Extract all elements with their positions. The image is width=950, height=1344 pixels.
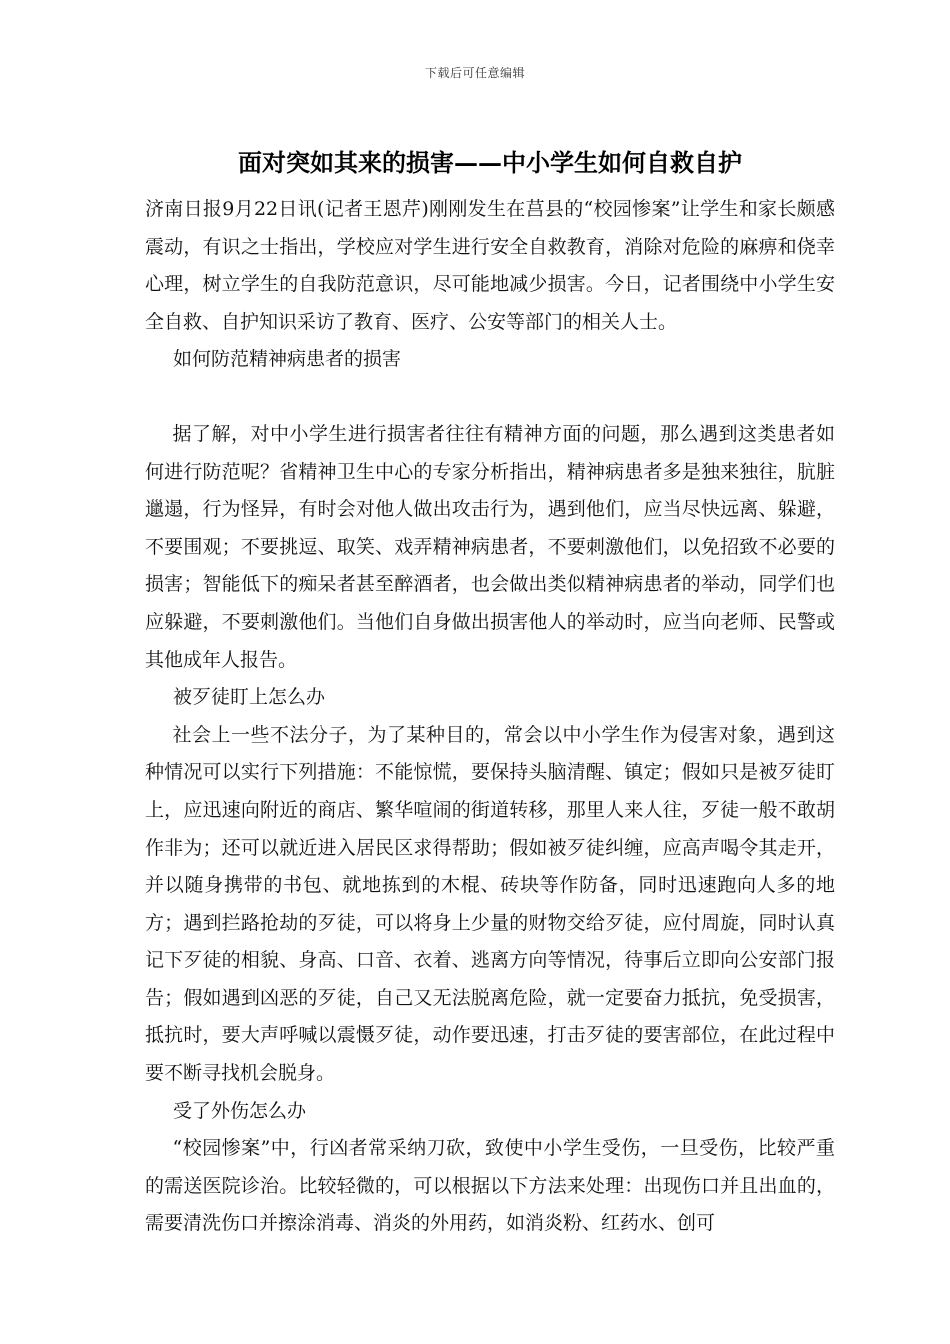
section-body-stalked: 社会上一些不法分子，为了某种目的，常会以中小学生作为侵害对象，遇到这种情况可以实行下列措施：不能惊慌，要保持头脑清醒、镇定；假如只是被歹徒盯上，应迅速向附近的商店、繁华喧闹的街道转移，那里人来人往，歹徒一般不敢胡作非为；还可以就近进入居民区求得帮助；假如被歹徒纠缠，应高声喝令其走开，并以随身携带的书包、就地拣到的木棍、砖块等作防备，同时迅速跑向人多的地方；遇到拦路抢劫的歹徒，可以将身上少量的财物交给歹徒，应付周旋，同时认真记下歹徒的相貌、身高、口音、衣着、逃离方向等情况，待事后立即向公安部门报告；假如遇到凶恶的歹徒，自己又无法脱离危险，就一定要奋力抵抗，免受损害，抵抗时，要大声呼喊以震慑歹徒，动作要迅速，打击歹徒的要害部位，在此过程中要不断寻找机会脱身。: [145, 723, 835, 1085]
section-heading-stalked: 被歹徒盯上怎么办: [173, 686, 326, 709]
header-note: 下载后可任意编辑: [424, 66, 525, 80]
intro-paragraph: 济南日报9月22日讯(记者王恩芹)刚刚发生在莒县的“校园惨案”让学生和家长颇感震动，有识之士指出，学校应对学生进行安全自救教育，消除对危险的麻痹和侥幸心理，树立学生的自我防范意识，尽可能地减少损害。今日，记者围绕中小学生安全自救、自护知识采访了教育、医疗、公安等部门的相关人士。: [145, 198, 835, 333]
section-heading-injury: 受了外伤怎么办: [173, 1099, 307, 1122]
section-heading-mental-patients: 如何防范精神病患者的损害: [173, 348, 402, 371]
section-body-mental-patients: 据了解，对中小学生进行损害者往往有精神方面的问题，那么遇到这类患者如何进行防范呢？省精神卫生中心的专家分析指出，精神病患者多是独来独往，肮脏邋遢，行为怪异，有时会对他人做出攻击行为，遇到他们，应当尽快远离、躲避，不要围观；不要挑逗、取笑、戏弄精神病患者，不要刺激他们，以免招致不必要的损害；智能低下的痴呆者甚至醉酒者，也会做出类似精神病患者的举动，同学们也应躲避，不要刺激他们。当他们自身做出损害他人的举动时，应当向老师、民警或其他成年人报告。: [145, 422, 835, 671]
article-body: [145, 145, 835, 1243]
blank-line: [145, 379, 835, 416]
section-body-injury: “校园惨案”中，行凶者常采纳刀砍，致使中小学生受伤，一旦受伤，比较严重的需送医院诊治。比较轻微的，可以根据以下方法来处理：出现伤口并且出血的，需要清洗伤口并擦涂消毒、消炎的外用药，如消炎粉、红药水、创可: [145, 1137, 835, 1235]
article-title: 面对突如其来的损害——中小学生如何自救自护: [238, 148, 742, 177]
